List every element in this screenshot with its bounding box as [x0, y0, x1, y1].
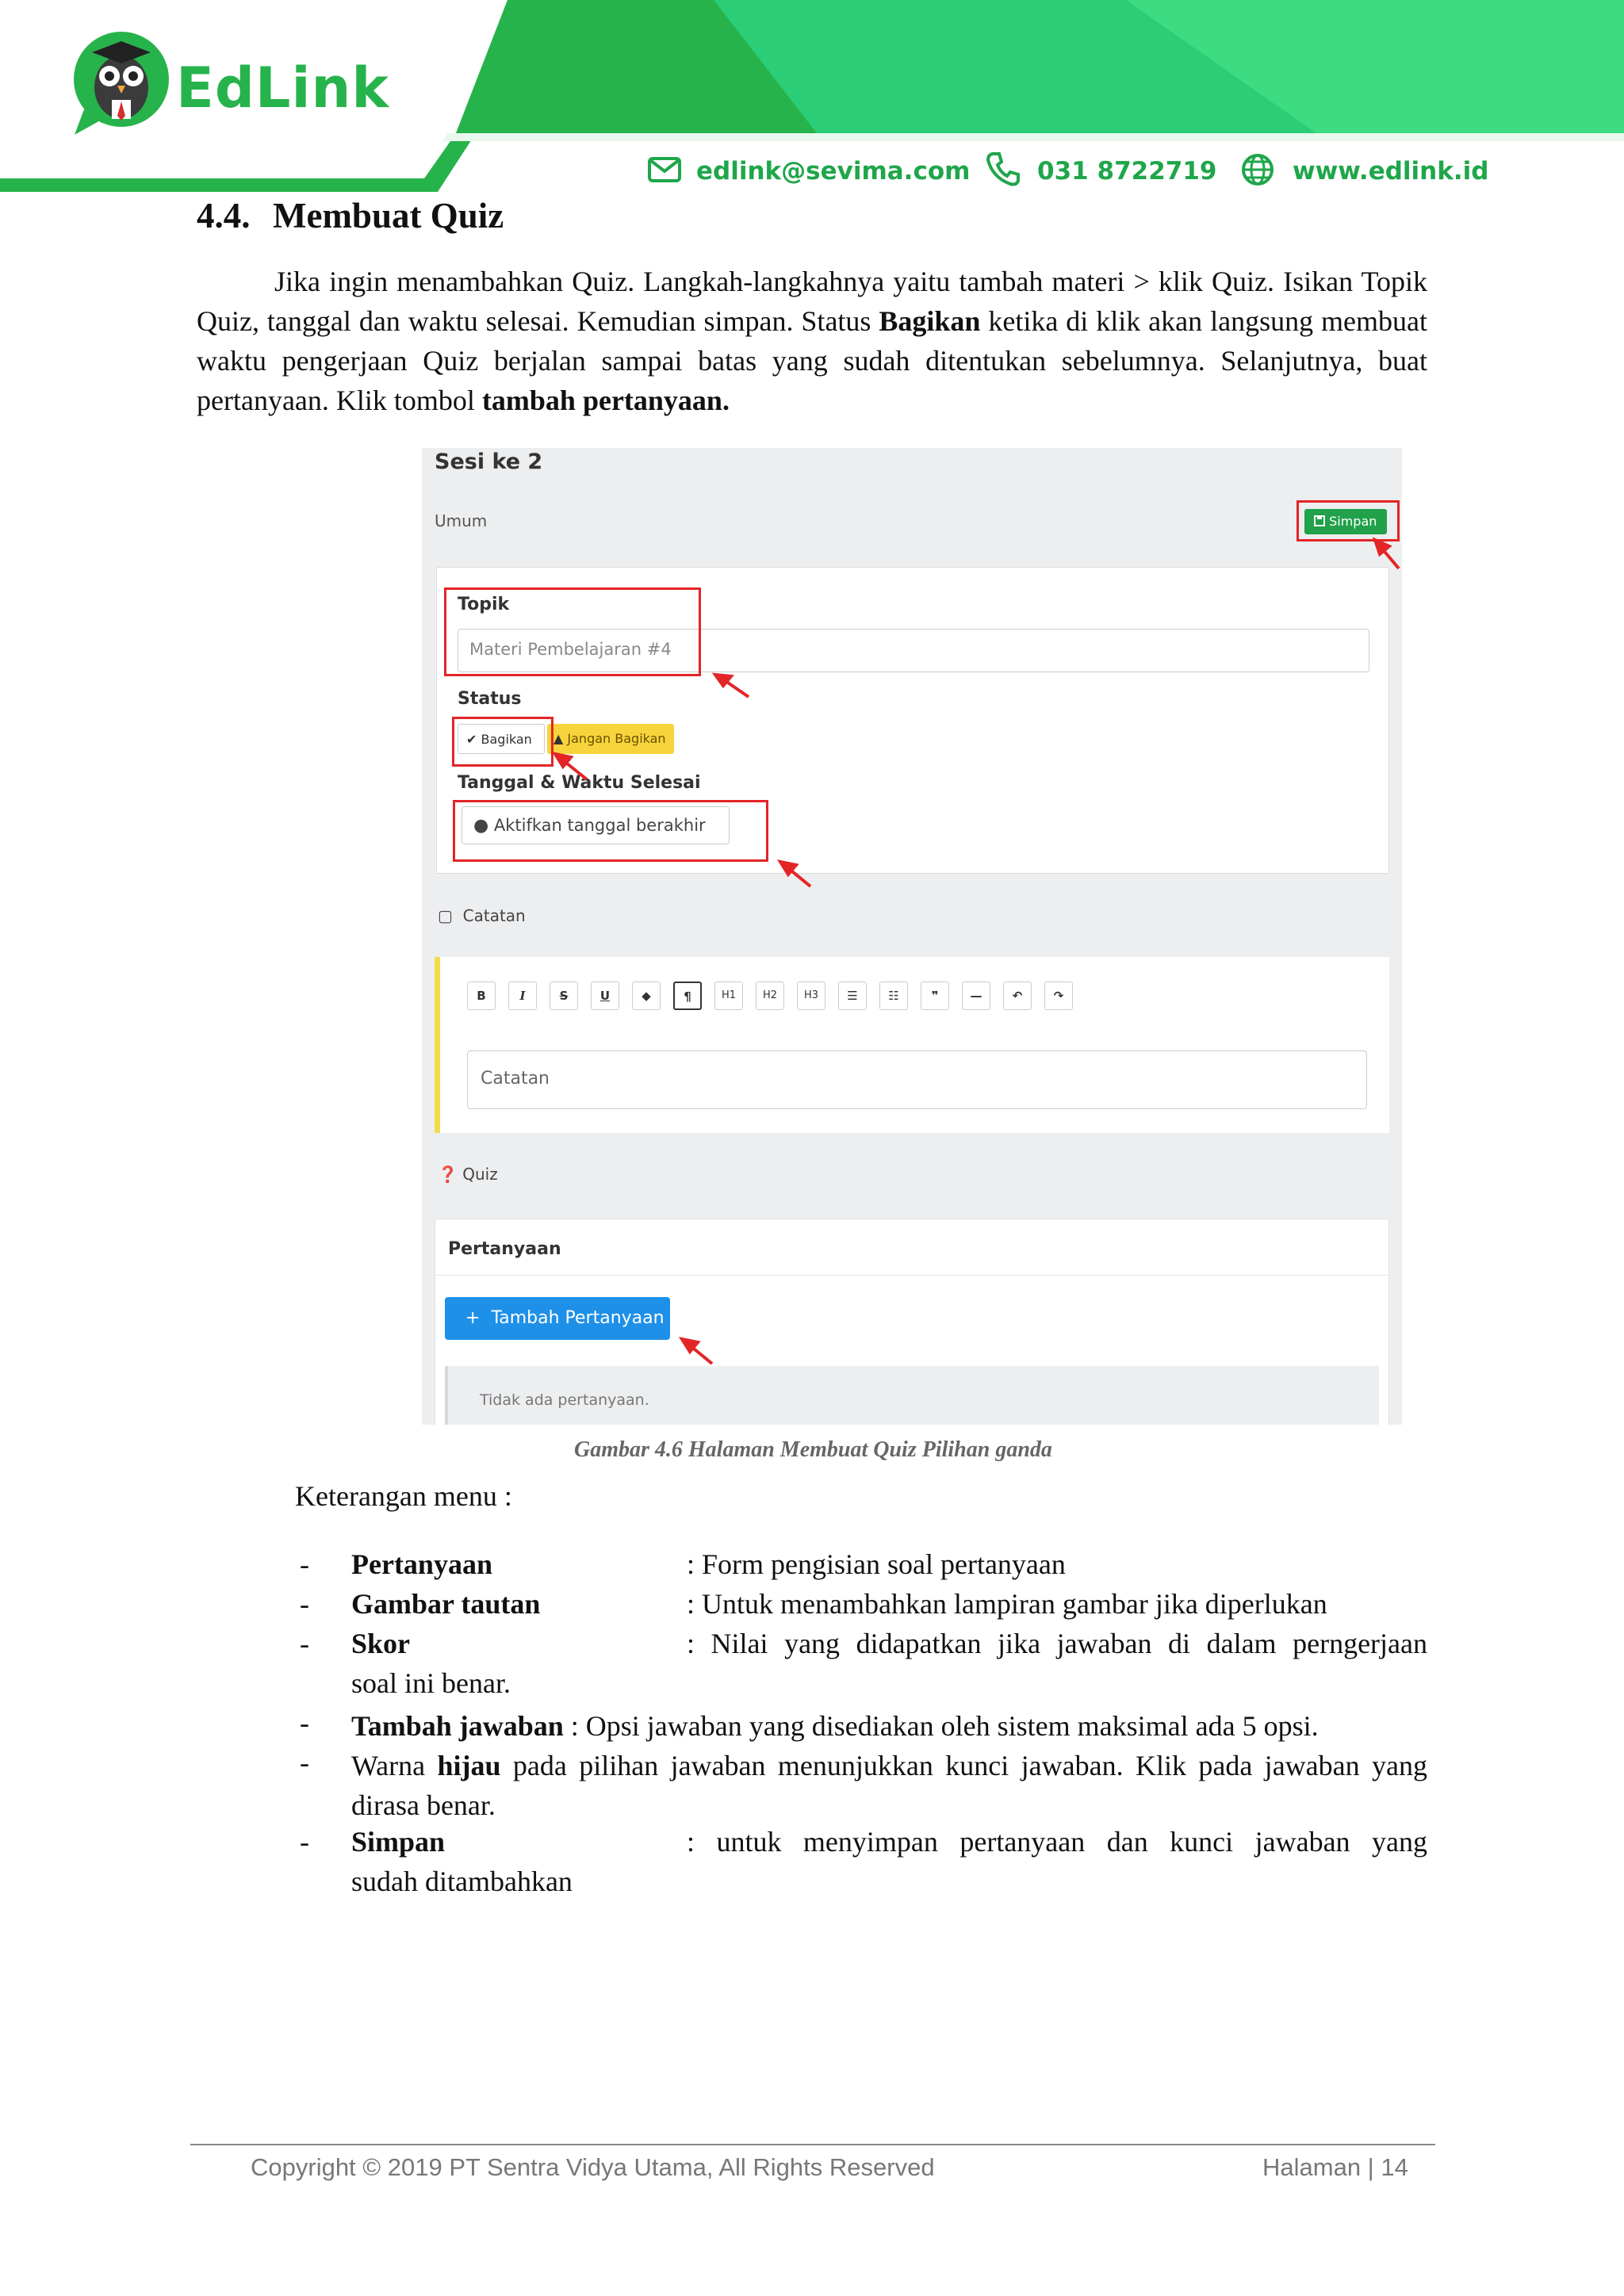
para-bold-tambah: tambah pertanyaan.: [481, 385, 730, 416]
quote-button[interactable]: ❞: [921, 982, 949, 1010]
email-text: edlink@sevima.com: [696, 157, 971, 186]
list-bullet: -: [300, 1628, 309, 1659]
menu-term-skor: Skor: [351, 1628, 411, 1659]
footer-page-number: Halaman | 14: [1262, 2153, 1408, 2181]
quiz-section-label: Quiz: [462, 1165, 498, 1184]
section-title: Membuat Quiz: [273, 196, 504, 235]
menu-desc-hijau: pada pilihan jawaban menunjukkan kunci jawaban. Klik pada jawaban yang dirasa benar.: [351, 1750, 1427, 1821]
save-button-label: Simpan: [1329, 514, 1377, 529]
menu-item-tambah-jawaban: [351, 1706, 1427, 1746]
numbered-list-button[interactable]: ☷: [879, 982, 908, 1010]
bold-button[interactable]: B: [467, 982, 496, 1010]
add-question-label: Tambah Pertanyaan: [491, 1308, 665, 1328]
question-circle-icon: ❓: [438, 1165, 458, 1184]
note-icon: ▢: [438, 906, 453, 925]
menu-term-pertanyaan: Pertanyaan: [351, 1548, 492, 1580]
footer-divider: [190, 2144, 1435, 2145]
heading3-button[interactable]: H3: [797, 982, 825, 1010]
warning-icon: ▲: [553, 731, 564, 746]
menu-desc-tambah-jawaban: : Opsi jawaban yang disediakan oleh sistem maksimal ada 5 opsi.: [563, 1710, 1319, 1742]
quiz-form-screenshot: [422, 448, 1402, 1425]
para-bold-bagikan: Bagikan: [879, 305, 981, 337]
globe-icon: [1240, 152, 1275, 187]
figure-caption: Gambar 4.6 Halaman Membuat Quiz Pilihan ganda: [574, 1437, 1052, 1462]
annotation-arrows: [422, 448, 1402, 1425]
heading1-button[interactable]: H1: [714, 982, 743, 1010]
section-number: 4.4.: [197, 196, 251, 235]
para-text-2: ketika di klik akan langsung membuat waktu pengerjaan Quiz berjalan sampai batas yang sudah ditentukan sebelumnya. Selanjutnya, buat pertanyaan. Klik tombol: [197, 305, 1427, 416]
menu-pre-hijau: Warna: [351, 1750, 438, 1781]
menu-term-simpan: Simpan: [351, 1826, 446, 1858]
check-icon: ✔: [466, 732, 477, 747]
menu-term-gambar: Gambar tautan: [351, 1588, 541, 1620]
list-bullet: -: [300, 1588, 309, 1620]
list-bullet: -: [300, 1548, 309, 1580]
questions-header: Pertanyaan: [435, 1219, 1389, 1276]
session-title: Sesi ke 2: [435, 450, 543, 474]
redo-button[interactable]: ↷: [1044, 982, 1073, 1010]
undo-button[interactable]: ↶: [1003, 982, 1032, 1010]
clock-icon: ●: [473, 816, 489, 836]
contact-website[interactable]: [1293, 157, 1488, 186]
notes-section-label: Catatan: [462, 906, 526, 925]
mail-icon: [647, 154, 682, 186]
plus-icon: +: [465, 1308, 481, 1328]
list-bullet: -: [300, 1707, 309, 1739]
menu-desc-simpan-cont: sudah ditambahkan: [351, 1866, 573, 1897]
contact-email[interactable]: [696, 157, 970, 186]
share-button-label: Bagikan: [481, 732, 532, 747]
footer-copyright: Copyright © 2019 PT Sentra Vidya Utama, All Rights Reserved: [251, 2153, 935, 2181]
enable-deadline-label: Aktifkan tanggal berakhir: [493, 816, 706, 835]
tag-button[interactable]: ◆: [632, 982, 661, 1010]
menu-desc-simpan: : untuk menyimpan pertanyaan dan kunci jawaban yang: [687, 1826, 1427, 1858]
intro-paragraph: [197, 262, 1427, 420]
website-text: www.edlink.id: [1293, 157, 1489, 186]
menu-desc-skor: : Nilai yang didapatkan jika jawaban di dalam perngerjaan: [687, 1628, 1427, 1659]
tab-umum[interactable]: Umum: [435, 511, 488, 530]
notes-input[interactable]: Catatan: [467, 1050, 1367, 1109]
para-text-1: Jika ingin menambahkan Quiz. Langkah-langkahnya yaitu tambah materi > klik Quiz. Isikan Topik Quiz, tanggal dan waktu selesai. Kemudian simpan. Status: [197, 266, 1427, 337]
menu-term-hijau: hijau: [437, 1750, 501, 1781]
edlink-owl-logo-icon: [68, 30, 174, 136]
strikethrough-button[interactable]: S: [550, 982, 578, 1010]
deadline-label: Tanggal & Waktu Selesai: [458, 773, 701, 793]
paragraph-button[interactable]: ¶: [673, 982, 702, 1010]
no-share-button-label: Jangan Bagikan: [567, 731, 666, 746]
menu-desc-gambar: : Untuk menambahkan lampiran gambar jika diperlukan: [687, 1588, 1327, 1620]
list-bullet: -: [300, 1747, 309, 1778]
underline-button[interactable]: U: [591, 982, 619, 1010]
brand-name: EdLink: [176, 55, 389, 121]
menu-intro: Keterangan menu :: [295, 1480, 512, 1512]
menu-desc-skor-cont: soal ini benar.: [351, 1667, 511, 1699]
topik-input[interactable]: Materi Pembelajaran #4: [458, 629, 1369, 672]
list-bullet: -: [300, 1826, 309, 1858]
italic-button[interactable]: I: [508, 982, 537, 1010]
section-heading: [197, 195, 504, 236]
status-label: Status: [458, 689, 522, 709]
bullet-list-button[interactable]: ☰: [838, 982, 867, 1010]
phone-icon: [985, 151, 1021, 187]
empty-questions-message: Tidak ada pertanyaan.: [445, 1366, 1379, 1425]
phone-text: 031 8722719: [1037, 157, 1217, 186]
horizontal-rule-button[interactable]: —: [962, 982, 990, 1010]
menu-desc-pertanyaan: : Form pengisian soal pertanyaan: [687, 1548, 1066, 1580]
menu-item-hijau: [351, 1746, 1427, 1825]
contact-phone[interactable]: [1037, 157, 1217, 186]
menu-term-tambah-jawaban: Tambah jawaban: [351, 1710, 564, 1742]
topik-label: Topik: [458, 595, 510, 614]
heading2-button[interactable]: H2: [756, 982, 784, 1010]
